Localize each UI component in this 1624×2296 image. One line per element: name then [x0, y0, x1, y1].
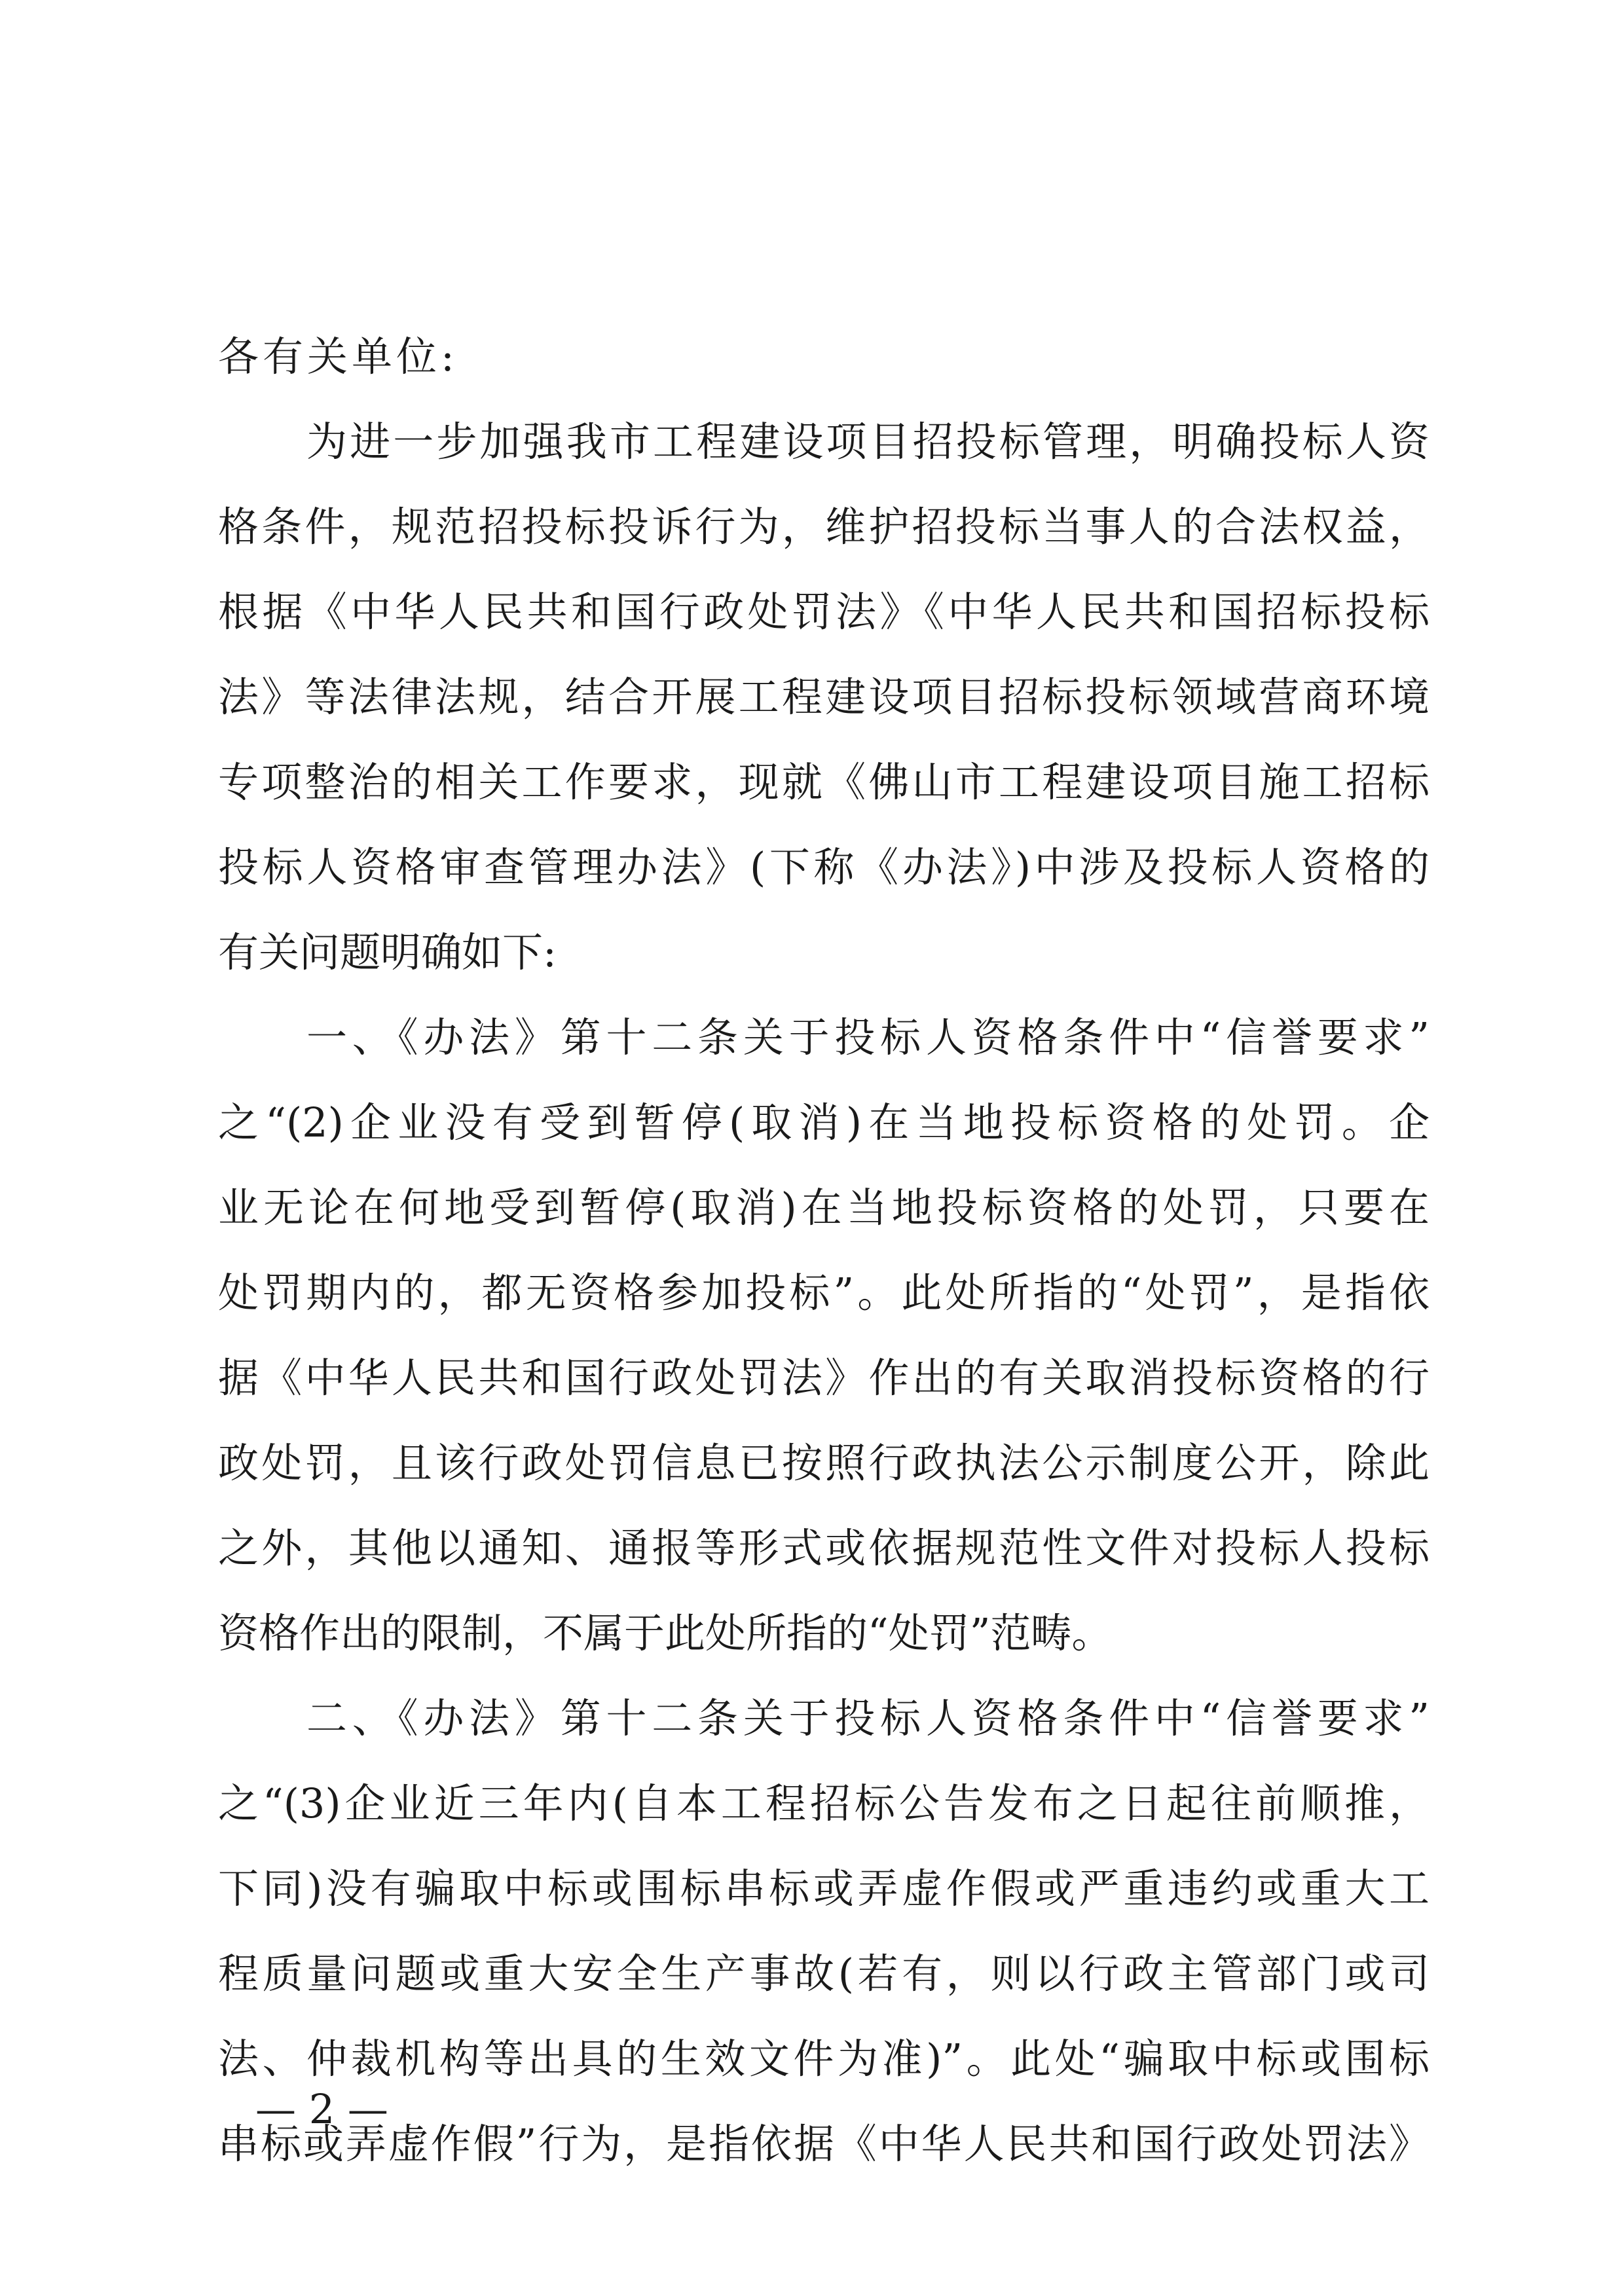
page-number: — 2 —	[255, 2085, 388, 2133]
paragraph-2-line-4: 处罚期内的，都无资格参加投标”。此处所指的“处罚”，是指依	[218, 1269, 1430, 1317]
paragraph-2-line-2: 之“(2)企业没有受到暂停(取消)在当地投标资格的处罚。企	[218, 1099, 1430, 1146]
paragraph-1-line-4: 法》等法律法规，结合开展工程建设项目招标投标领域营商环境	[218, 673, 1430, 721]
paragraph-1-line-6: 投标人资格审查管理办法》(下称《办法》)中涉及投标人资格的	[218, 843, 1430, 891]
paragraph-3-line-3: 下同)没有骗取中标或围标串标或弄虚作假或严重违约或重大工	[218, 1865, 1430, 1912]
paragraph-3-line-1: 二、《办法》第十二条关于投标人资格条件中“信誉要求”	[306, 1694, 1430, 1742]
paragraph-2-line-8: 资格作出的限制，不属于此处所指的“处罚”范畴。	[218, 1609, 1113, 1657]
paragraph-2-line-3: 业无论在何地受到暂停(取消)在当地投标资格的处罚，只要在	[218, 1184, 1430, 1231]
document-body	[218, 314, 1430, 2187]
paragraph-3-line-2: 之“(3)企业近三年内(自本工程招标公告发布之日起往前顺推，	[218, 1779, 1430, 1827]
paragraph-3-line-6: 串标或弄虚作假”行为，是指依据《中华人民共和国行政处罚法》	[218, 2120, 1430, 2168]
paragraph-1-line-5: 专项整治的相关工作要求，现就《佛山市工程建设项目施工招标	[218, 758, 1430, 806]
paragraph-1-line-3: 根据《中华人民共和国行政处罚法》《中华人民共和国招标投标	[218, 588, 1430, 636]
paragraph-2-line-1: 一、《办法》第十二条关于投标人资格条件中“信誉要求”	[306, 1013, 1430, 1061]
paragraph-3-line-5: 法、仲裁机构等出具的生效文件为准)”。此处“骗取中标或围标	[218, 2035, 1430, 2083]
paragraph-3-line-4: 程质量问题或重大安全生产事故(若有，则以行政主管部门或司	[218, 1950, 1430, 1997]
paragraph-2-line-7: 之外，其他以通知、通报等形式或依据规范性文件对投标人投标	[218, 1524, 1430, 1572]
paragraph-1-line-7: 有关问题明确如下:	[218, 928, 557, 976]
paragraph-1-line-1: 为进一步加强我市工程建设项目招投标管理，明确投标人资	[306, 418, 1430, 465]
paragraph-2-line-6: 政处罚，且该行政处罚信息已按照行政执法公示制度公开，除此	[218, 1439, 1430, 1487]
paragraph-2-line-5: 据《中华人民共和国行政处罚法》作出的有关取消投标资格的行	[218, 1354, 1430, 1402]
paragraph-1-line-2: 格条件，规范招投标投诉行为，维护招投标当事人的合法权益，	[218, 503, 1430, 551]
salutation: 各有关单位:	[218, 333, 458, 380]
